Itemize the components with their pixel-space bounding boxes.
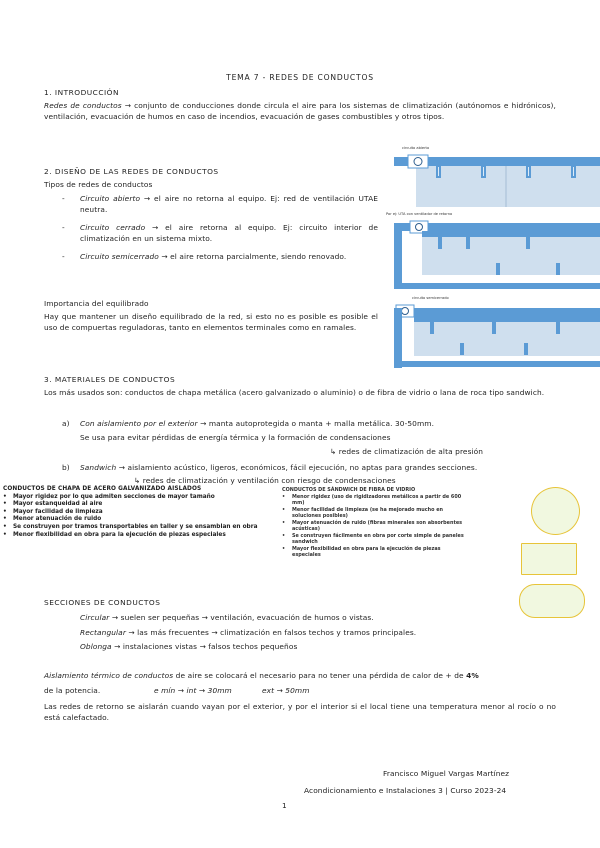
page-title: TEMA 7 - REDES DE CONDUCTOS bbox=[226, 73, 374, 82]
aislamiento-line-2: de la potencia. bbox=[44, 686, 101, 695]
list-item: • Se construyen fácilmente en obra por corte simple de paneles sandwich bbox=[282, 532, 464, 545]
term-redes: Redes de conductos bbox=[44, 101, 122, 110]
section-3-heading: 3. MATERIALES DE CONDUCTOS bbox=[44, 375, 176, 384]
closed-circuit-diagram bbox=[394, 221, 600, 289]
list-item: - Circuito semicerrado → el aire retorna parcialmente, siendo renovado. bbox=[62, 252, 347, 261]
list-item: - Circuito abierto → el aire no retorna al equipo. Ej: red de ventilación UTAE neutra. bbox=[62, 194, 379, 214]
balance-heading: Importancia del equilibrado bbox=[44, 299, 149, 308]
semi-closed-circuit-label: circuito semicerrado bbox=[412, 296, 449, 300]
material-a-usage: Se usa para evitar pérdidas de energía térmica y la formación de condensaciones bbox=[80, 433, 391, 442]
open-circuit-diagram bbox=[394, 155, 600, 207]
footer-course: Acondicionamiento e Instalaciones 3 | Curso 2023-24 bbox=[304, 786, 507, 795]
list-item: • Menor atenuación de ruido bbox=[3, 516, 102, 523]
aislamiento-line: Aislamiento térmico de conductos de aire se colocará el necesario para no tener una pérdida de calor de + de 4% bbox=[44, 671, 479, 680]
semi-closed-circuit-diagram bbox=[394, 305, 600, 368]
section-2-heading: 2. DISEÑO DE LAS REDES DE CONDUCTOS bbox=[44, 167, 219, 176]
rectangular-section-shape bbox=[521, 543, 577, 575]
list-item: • Mayor flexibilidad en obra para la ejecución de piezas especiales bbox=[282, 545, 441, 558]
letter-b: b) bbox=[62, 463, 70, 472]
material-a-note: ↳ redes de climatización de alta presión bbox=[330, 447, 484, 456]
circular-section-shape bbox=[531, 487, 580, 535]
list-item: • Se construyen por tramos transportables en taller y se ensamblan en obra bbox=[3, 523, 258, 530]
chapa-comparison bbox=[3, 486, 275, 539]
espesor-exterior: ext → 50mm bbox=[262, 686, 310, 695]
list-item: • Mayor facilidad de limpieza bbox=[3, 508, 103, 515]
letter-a: a) bbox=[62, 419, 70, 428]
sandwich-comparison bbox=[282, 487, 468, 559]
list-item: - Circuito cerrado → el aire retorna al equipo. Ej: circuito interior de climatización en un sistema mixto. bbox=[62, 223, 378, 243]
network-types-list bbox=[62, 193, 378, 262]
open-circuit-label: circuito abierto bbox=[402, 146, 430, 150]
espesor-minimo: e mín → int → 30mm bbox=[154, 686, 232, 695]
balance-text: Hay que mantener un diseño equilibrado de la red, si esto no es posible es posible el uso de compuertas reguladoras, tanto en elementos terminales como en ramales. bbox=[44, 312, 378, 332]
page-number: 1 bbox=[282, 801, 287, 810]
closed-circuit-label: Por ej: UTA con ventilador de retorno bbox=[386, 212, 453, 216]
section-rectangular: Rectangular → las más frecuentes → climatización en falsos techos y tramos principales. bbox=[80, 628, 417, 637]
list-item: • Mayor atenuación de ruido (fibras minerales son absorbentes acústicas) bbox=[282, 519, 463, 532]
section-1-paragraph bbox=[44, 100, 556, 122]
section-1-heading: 1. INTRODUCCIÓN bbox=[44, 88, 120, 97]
network-types-heading: Tipos de redes de conductos bbox=[44, 180, 153, 189]
list-item: • Menor flexibilidad en obra para la ejecución de piezas especiales bbox=[3, 531, 226, 538]
footer-author: Francisco Miguel Vargas Martínez bbox=[383, 769, 510, 778]
section-1-text: → conjunto de conducciones donde circula el aire para los sistemas de climatización (autónomos e hidrónicos), ventilación, evacuación de humos en caso de incendios, evacuación de gases combustibles y otros tipos. bbox=[44, 101, 556, 121]
retorno-text: Las redes de retorno se aislarán cuando vayan por el exterior, y por el interior si el local tiene una temperatura menor al rocío o no está calefactado. bbox=[44, 702, 556, 722]
list-item: • Mayor estanqueidad al aire bbox=[3, 501, 103, 508]
secciones-heading: SECCIONES DE CONDUCTOS bbox=[44, 598, 161, 607]
duct-network-diagrams bbox=[386, 143, 600, 373]
material-b: Sandwich → aislamiento acústico, ligeros, económicos, fácil ejecución, no aptas para grandes secciones. bbox=[80, 463, 478, 472]
section-oblonga: Oblonga → instalaciones vistas → falsos techos pequeños bbox=[80, 642, 298, 651]
section-circular: Circular → suelen ser pequeñas → ventilación, evacuación de humos o vistas. bbox=[80, 613, 374, 622]
list-item: • Menor rigidez (uso de rigidizadores metálicos a partir de 600 mm) bbox=[282, 493, 462, 506]
oblong-section-shape bbox=[519, 584, 585, 618]
material-a: Con aislamiento por el exterior → manta autoprotegida o manta + malla metálica. 30-50mm. bbox=[80, 419, 435, 428]
section-3-intro: Los más usados son: conductos de chapa metálica (acero galvanizado o aluminio) o de fibra de vidrio o lana de roca tipo sandwich. bbox=[44, 388, 545, 397]
list-item: • Menor facilidad de limpieza (se ha mejorado mucho en soluciones posibles) bbox=[282, 506, 444, 519]
material-b-note: ↳ redes de climatización y ventilación con riesgo de condensaciones bbox=[134, 476, 396, 485]
sandwich-heading: CONDUCTOS DE SÁNDWICH DE FIBRA DE VIDRIO bbox=[282, 487, 416, 493]
chapa-heading: CONDUCTOS DE CHAPA DE ACERO GALVANIZADO AISLADOS bbox=[3, 486, 202, 492]
list-item: • Mayor rigidez por lo que admiten secciones de mayor tamaño bbox=[3, 493, 215, 500]
